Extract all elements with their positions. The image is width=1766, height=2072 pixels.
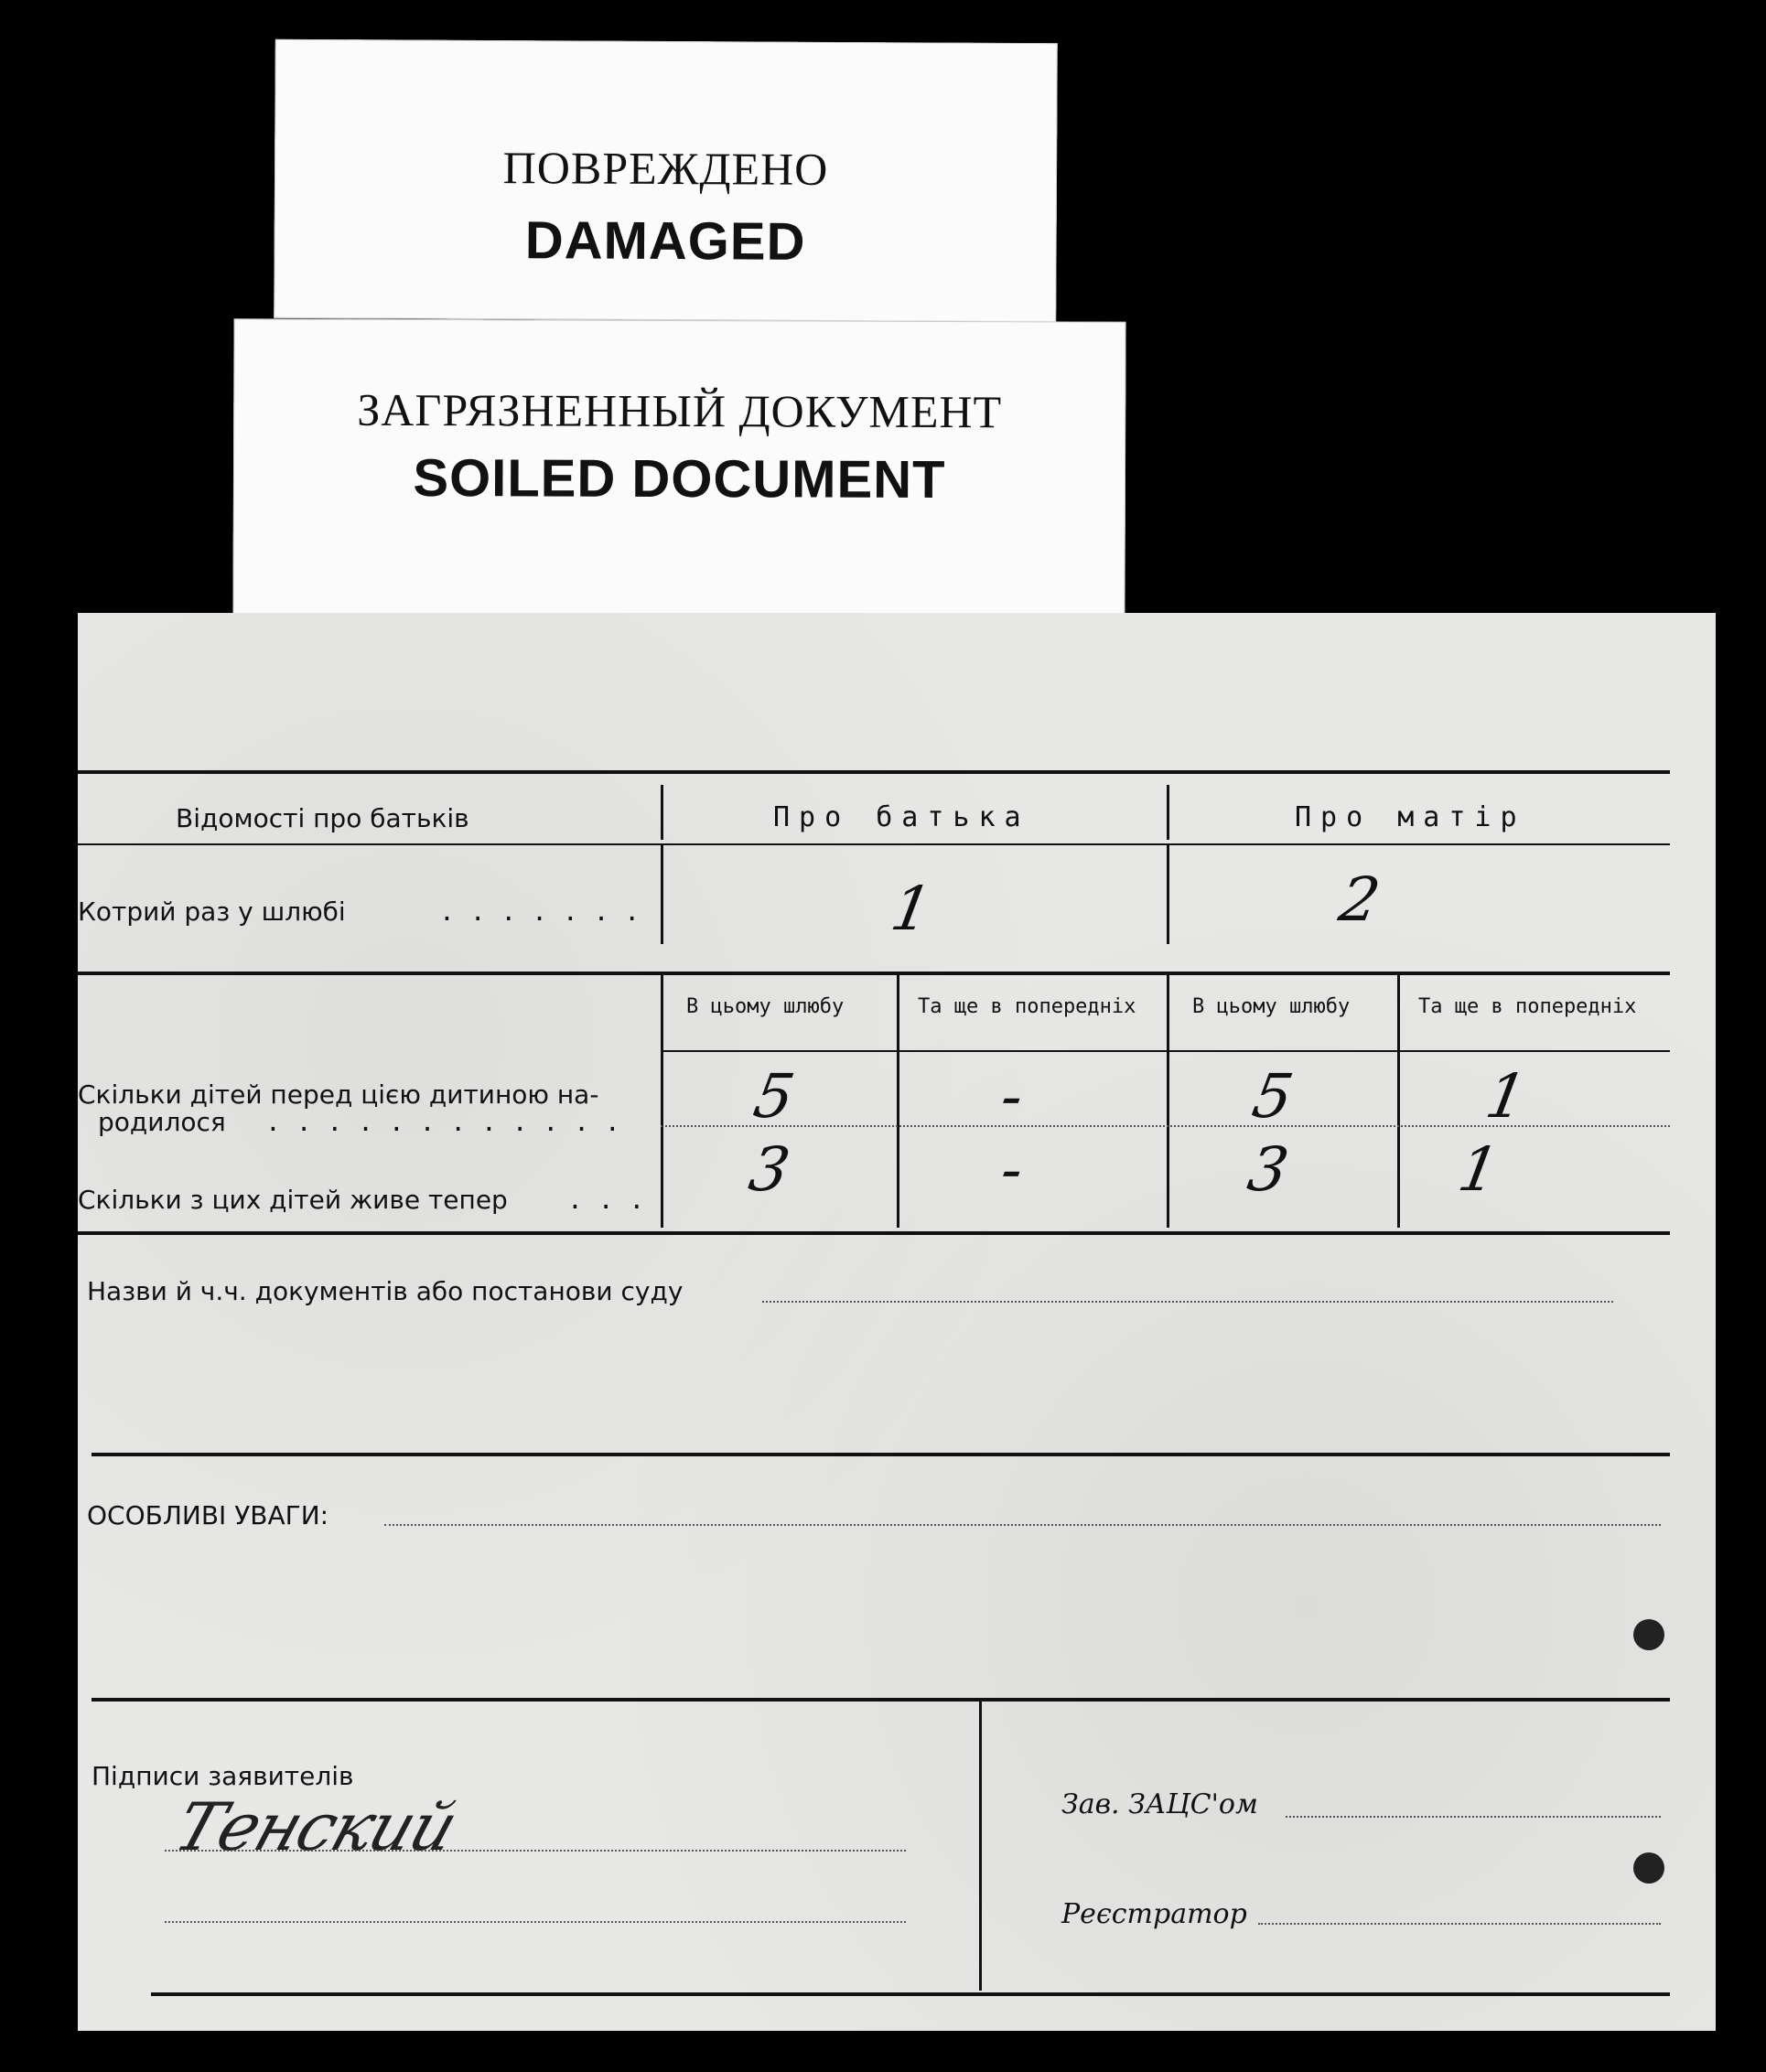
- form-bottom-rule: [151, 1992, 1670, 1996]
- signature-dotted-line: [165, 1850, 906, 1852]
- registrar-dotted-line: [1258, 1923, 1661, 1925]
- soiled-label-ru: ЗАГРЯЗНЕННЫЙ ДОКУМЕНТ: [357, 383, 1003, 438]
- column-divider: [661, 972, 663, 1228]
- soiled-label-en: SOILED DOCUMENT: [413, 447, 946, 510]
- column-divider: [1397, 972, 1400, 1228]
- column-divider: [661, 843, 663, 944]
- father-children-born-this: 5: [748, 1061, 800, 1132]
- column-divider: [661, 785, 663, 840]
- section-rule: [78, 972, 1670, 975]
- children-born-label-2: родилося: [98, 1107, 226, 1137]
- column-divider: [1167, 972, 1169, 1228]
- table-top-rule: [78, 770, 1670, 774]
- mother-children-born-prev: 1: [1481, 1061, 1532, 1132]
- head-registry-dotted-line: [1286, 1816, 1661, 1818]
- father-header: Про батька: [773, 801, 1030, 833]
- column-divider: [1167, 785, 1169, 840]
- column-divider: [897, 972, 899, 1228]
- damaged-stamp-label: [274, 39, 1058, 322]
- father-children-alive-prev: -: [996, 1134, 1029, 1205]
- punch-hole: [1633, 1852, 1664, 1884]
- children-alive-label: Скільки з цих дітей живе тепер: [78, 1185, 508, 1215]
- section-rule: [92, 1698, 1670, 1702]
- soiled-stamp-label: [232, 318, 1125, 623]
- signature-column-divider: [979, 1698, 982, 1991]
- mother-children-born-this: 5: [1247, 1061, 1298, 1132]
- documents-label: Назви й ч.ч. документів або постанови суду: [87, 1276, 684, 1306]
- marriage-count-label: Котрий раз у шлюбі: [78, 896, 346, 927]
- row-dotted-rule: [661, 1125, 1670, 1127]
- children-born-dots: . . . . . . . . . . . .: [265, 1107, 620, 1137]
- mother-previous-header: Та ще в попередніх: [1418, 995, 1637, 1018]
- mother-header: Про матір: [1295, 801, 1526, 833]
- marriage-count-dots: . . . . . . .: [439, 896, 641, 927]
- mother-children-alive-this: 3: [1243, 1134, 1294, 1205]
- registration-form: [78, 613, 1716, 2031]
- registrar-label: Реєстратор: [1061, 1898, 1247, 1930]
- parents-info-header: Відомості про батьків: [176, 803, 469, 833]
- section-rule: [78, 1231, 1670, 1235]
- father-this-marriage-header: В цьому шлюбу: [686, 995, 845, 1018]
- signature-dotted-line-2: [165, 1921, 906, 1923]
- mother-marriage-count: 2: [1334, 864, 1385, 935]
- signatures-label: Підписи заявителів: [92, 1761, 354, 1791]
- punch-hole: [1633, 1619, 1664, 1650]
- special-notes-label: ОСОБЛИВІ УВАГИ:: [87, 1500, 329, 1530]
- children-born-label-1: Скільки дітей перед цією дитиною на-: [78, 1079, 599, 1110]
- damaged-label-en: DAMAGED: [524, 210, 806, 272]
- applicant-signature: Тенский: [166, 1788, 466, 1865]
- damaged-label-ru: ПОВРЕЖДЕНО: [502, 142, 829, 195]
- children-alive-dots: . . .: [567, 1185, 645, 1215]
- documents-dotted-line: [762, 1301, 1613, 1303]
- header-rule: [78, 843, 1670, 845]
- father-children-alive-this: 3: [744, 1134, 795, 1205]
- father-marriage-count: 1: [886, 874, 937, 944]
- head-registry-label: Зав. ЗАЦС'ом: [1061, 1788, 1258, 1820]
- father-previous-header: Та ще в попередніх: [918, 995, 1136, 1018]
- special-notes-dotted-line: [384, 1524, 1661, 1526]
- subheader-rule: [661, 1050, 1670, 1052]
- father-children-born-prev: -: [996, 1061, 1029, 1132]
- mother-children-alive-prev: 1: [1453, 1134, 1504, 1205]
- column-divider: [1167, 843, 1169, 944]
- section-rule: [92, 1453, 1670, 1456]
- mother-this-marriage-header: В цьому шлюбу: [1192, 995, 1351, 1018]
